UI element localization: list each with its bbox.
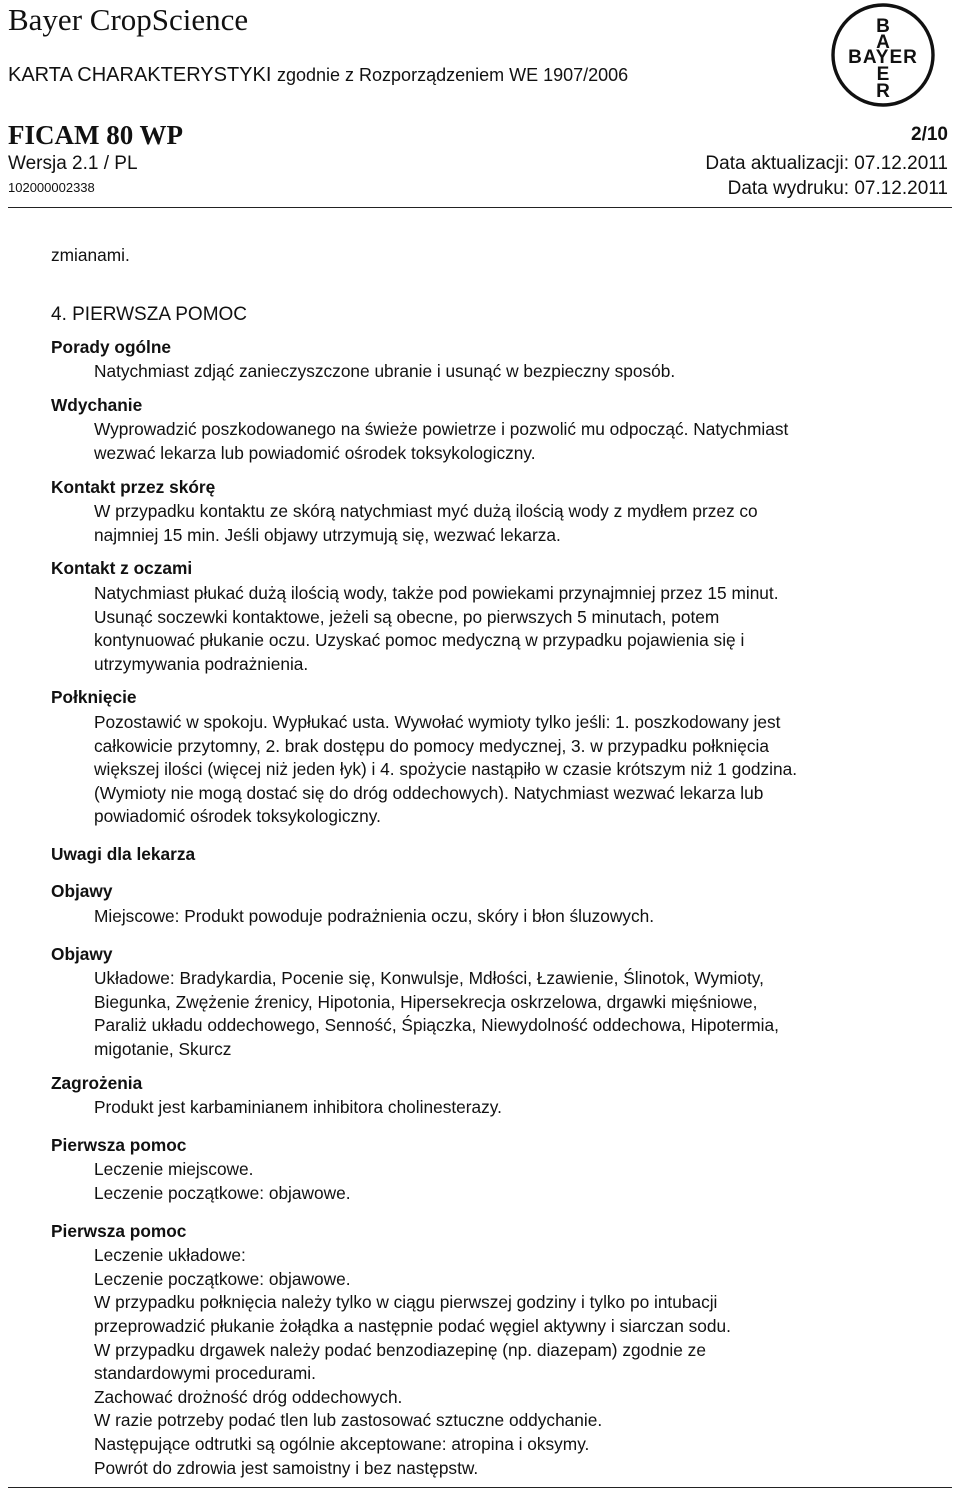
skin-contact-text: [51, 500, 931, 547]
eye-contact-text: [51, 582, 931, 676]
page-number: 2/10: [911, 124, 948, 145]
text-line: Pozostawić w spokoju. Wypłukać usta. Wywołać wymioty tylko jeśli: 1. poszkodowany jest: [94, 711, 781, 732]
text-line: Produkt jest karbaminianem inhibitora cholinesterazy.: [94, 1097, 502, 1118]
footer-divider: [8, 1487, 952, 1488]
text-line: (Wymioty nie mogą dostać się do dróg oddechowych). Natychmiast wezwać lekarza lub: [94, 782, 764, 803]
text-line: Leczenie miejscowe.: [94, 1159, 254, 1180]
first-aid-local-text: [51, 1158, 931, 1205]
text-line: Biegunka, Zwężenie źrenicy, Hipotonia, Hipersekrecja oskrzelowa, drgawki mięśniowe,: [94, 991, 758, 1012]
text-line: Następujące odtrutki są ogólnie akceptowane: atropina i oksymy.: [94, 1433, 590, 1454]
version: Wersja 2.1 / PL: [8, 153, 138, 174]
text-line: Wyprowadzić poszkodowanego na świeże powietrze i pozwolić mu odpocząć. Natychmiast: [94, 419, 789, 440]
general-advice-text: [51, 360, 931, 384]
text-line: Leczenie układowe:: [94, 1245, 246, 1266]
text-line: kontynuować płukanie oczu. Uzyskać pomoc medyczną w przypadku pojawienia się i: [94, 630, 745, 651]
product-name: FICAM 80 WP: [8, 120, 183, 150]
logo-word-bayer: BAYER: [848, 47, 918, 68]
header-divider: [8, 207, 952, 208]
text-line: większej ilości (więcej niż jeden łyk) i 4. spożycie nastąpiło w czasie krótszym niż 1 godzina.: [94, 759, 798, 780]
text-line: Powrót do zdrowia jest samoistny i bez następstw.: [94, 1457, 479, 1478]
text-line: W razie potrzeby podać tlen lub zastosować sztuczne oddychanie.: [94, 1410, 603, 1431]
text-line: najmniej 15 min. Jeśli objawy utrzymują się, wezwać lekarza.: [94, 524, 561, 545]
symptoms-local-text: [51, 905, 931, 929]
text-line: Paraliż układu oddechowego, Senność, Śpiączka, Niewydolność oddechowa, Hipotermia,: [94, 1015, 779, 1036]
text-line: Natychmiast zdjąć zanieczyszczone ubranie i usunąć w bezpieczny sposób.: [94, 361, 676, 382]
ingestion-text: [51, 711, 931, 829]
bayer-cross-logo: [830, 2, 936, 108]
text-line: W przypadku połknięcia należy tylko w ciągu pierwszej godziny i tylko po intubacji: [94, 1292, 718, 1313]
text-line: standardowymi procedurami.: [94, 1363, 316, 1384]
text-line: całkowicie przytomny, 2. brak dostępu do pomocy medycznej, 3. w przypadku połknięcia: [94, 735, 769, 756]
subsection-title-hazards: Zagrożenia: [51, 1072, 143, 1093]
text-line: Leczenie początkowe: objawowe.: [94, 1183, 351, 1203]
text-line: powiadomić ośrodek toksykologiczny.: [94, 806, 381, 827]
logo-letter-a-top: A: [876, 32, 890, 53]
regulation-reference: zgodnie z Rozporządzeniem WE 1907/2006: [276, 65, 629, 85]
symptoms-systemic-text: [51, 967, 931, 1061]
section-title: 4. PIERWSZA POMOC: [51, 303, 248, 325]
text-line: Usunąć soczewki kontaktowe, jeżeli są obecne, po pierwszych 5 minutach, potem: [94, 606, 720, 627]
update-date: Data aktualizacji: 07.12.2011: [705, 153, 948, 174]
text-line: utrzymywania podrażnienia.: [94, 653, 309, 674]
hazards-text: [51, 1096, 931, 1120]
text-line: Miejscowe: Produkt powoduje podrażnienia oczu, skóry i błon śluzowych.: [94, 906, 655, 927]
company-name: Bayer CropScience: [8, 2, 249, 37]
text-line: W przypadku drgawek należy podać benzodiazepinę (np. diazepam) zgodnie ze: [94, 1339, 706, 1360]
text-line: Natychmiast płukać dużą ilością wody, także pod powiekami przynajmniej przez 15 minut.: [94, 582, 779, 603]
subsection-title-skin: Kontakt przez skórę: [51, 476, 216, 497]
inhalation-text: [51, 418, 931, 465]
document-number: 102000002338: [8, 180, 95, 195]
document-type: [8, 64, 628, 87]
text-line: Układowe: Bradykardia, Pocenie się, Konwulsje, Mdłości, Łzawienie, Ślinotok, Wymioty,: [94, 968, 764, 989]
logo-letter-e-bottom: E: [876, 64, 890, 85]
subsection-title-eyes: Kontakt z oczami: [51, 558, 193, 579]
text-line: wezwać lekarza lub powiadomić ośrodek toksykologiczny.: [94, 442, 536, 463]
text-line: W przypadku kontaktu ze skórą natychmiast myć dużą ilością wody z mydłem przez co: [94, 501, 758, 522]
text-line: przeprowadzić płukanie żołądka a następnie podać węgiel aktywny i siarczan sodu.: [94, 1315, 731, 1336]
page-content: [51, 244, 931, 1480]
logo-letter-b-top: B: [876, 16, 890, 37]
print-date: Data wydruku: 07.12.2011: [727, 178, 948, 199]
subsection-title-symptoms-local: Objawy: [51, 881, 113, 902]
logo-letter-r-bottom: R: [876, 81, 890, 102]
text-line: Leczenie początkowe: objawowe.: [94, 1268, 351, 1289]
subsection-title-first-aid-local: Pierwsza pomoc: [51, 1134, 187, 1155]
subsection-title-inhalation: Wdychanie: [51, 394, 143, 415]
continuation-text: zmianami.: [51, 245, 130, 265]
text-line: Zachować drożność dróg oddechowych.: [94, 1386, 403, 1407]
subsection-title-ingestion: Połknięcie: [51, 687, 137, 708]
document-type-title: KARTA CHARAKTERYSTYKI: [8, 64, 272, 86]
subsection-title-general: Porady ogólne: [51, 336, 172, 357]
subsection-title-doctor-notes: Uwagi dla lekarza: [51, 843, 196, 864]
first-aid-systemic-text: [51, 1244, 931, 1480]
subsection-title-first-aid-systemic: Pierwsza pomoc: [51, 1220, 187, 1241]
text-line: migotanie, Skurcz: [94, 1039, 232, 1060]
subsection-title-symptoms-systemic: Objawy: [51, 943, 113, 964]
